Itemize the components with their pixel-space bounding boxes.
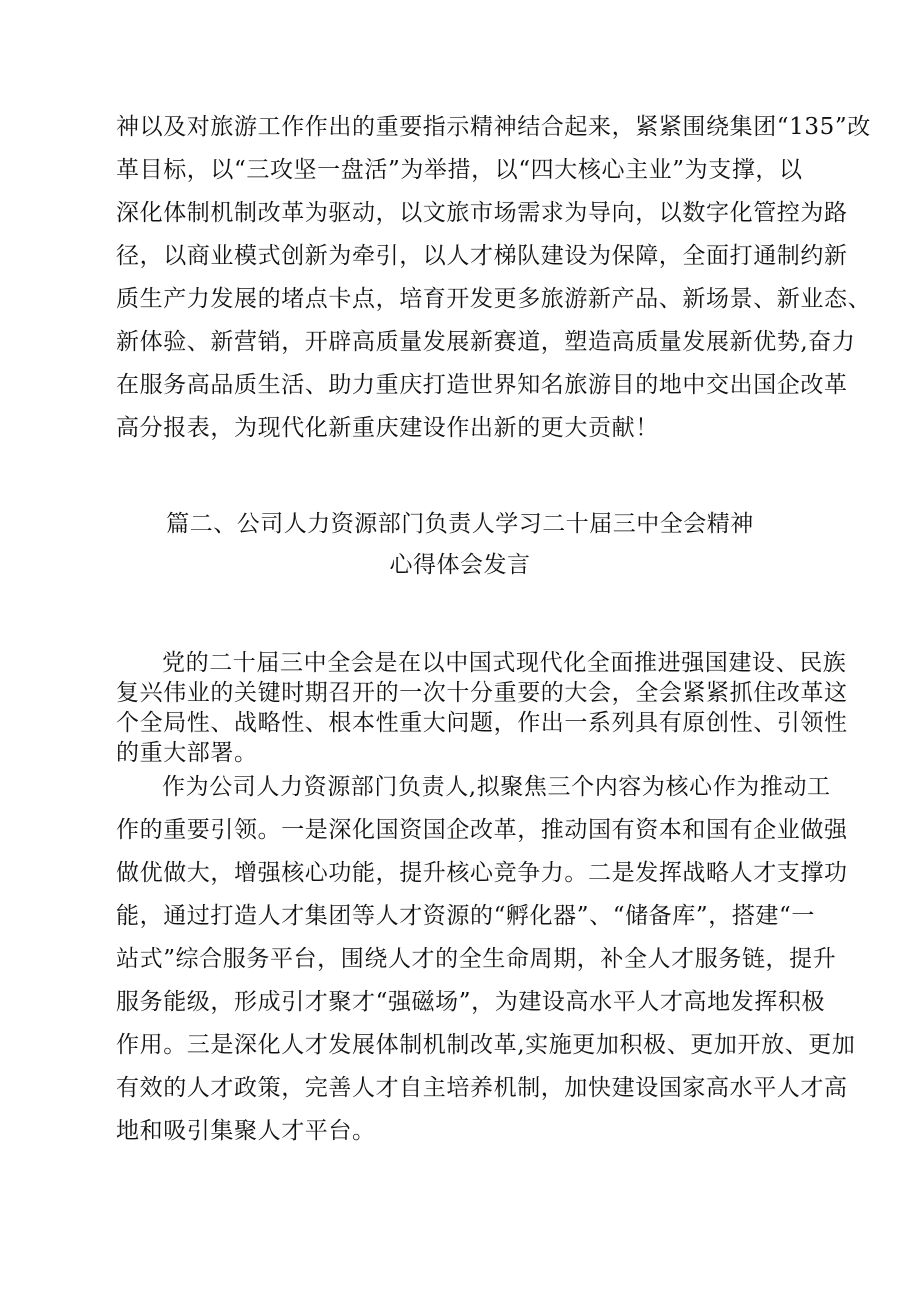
text-line: 站式”综合服务平台，围绕人才的全生命周期，补全人才服务链，提升 [116, 946, 837, 972]
text-line: 深化体制机制改革为驱动，以文旅市场需求为导向，以数字化管控为路 [116, 200, 848, 226]
section-title [0, 505, 920, 584]
text-line: 做优做大，增强核心功能，提升核心竞争力。二是发挥战略人才支撑功 [116, 860, 848, 886]
section-title-line-1: 篇二、公司人力资源部门负责人学习二十届三中全会精神 [166, 511, 754, 537]
text-line: 作的重要引领。一是深化国资国企改革，推动国有资本和国有企业做强 [116, 817, 848, 843]
paragraph-2 [116, 766, 856, 1153]
text-line: 服务能级，形成引才聚才“强磁场”，为建设高水平人才高地发挥积极 [116, 989, 826, 1015]
text-line: 党的二十届三中全会是在以中国式现代化全面推进强国建设、民族 [162, 650, 847, 676]
text-line: 高分报表，为现代化新重庆建设作出新的更大贡献！ [116, 415, 659, 441]
text-line: 神以及对旅游工作作出的重要指示精神结合起来，紧紧围绕集团“135”改 [116, 114, 871, 140]
paragraph-1 [116, 648, 848, 768]
text-line: 能，通过打造人才集团等人才资源的“孵化器”、“储备库”，搭建“一 [116, 903, 815, 929]
text-line: 复兴伟业的关键时期召开的一次十分重要的大会，全会紧紧抓住改革这 [116, 680, 848, 706]
text-line: 质生产力发展的堵点卡点，培育开发更多旅游新产品、新场景、新业态、 [116, 286, 872, 312]
text-line: 的重大部署。 [116, 740, 258, 766]
text-line: 新体验、新营销，开辟高质量发展新赛道，塑造高质量发展新优势,奋力 [116, 329, 856, 355]
text-line: 革目标，以“三攻坚一盘活”为举措，以“四大核心主业”为支撑，以 [116, 157, 803, 183]
text-line: 个全局性、战略性、根本性重大问题，作出一系列具有原创性、引领性 [116, 710, 848, 736]
text-line: 作为公司人力资源部门负责人,拟聚焦三个内容为核心作为推动工 [162, 774, 831, 800]
text-line: 地和吸引集聚人才平台。 [116, 1118, 376, 1144]
continuation-paragraph [116, 106, 872, 450]
text-line: 径，以商业模式创新为牵引，以人才梯队建设为保障，全面打通制约新 [116, 243, 848, 269]
section-title-line-2: 心得体会发言 [389, 552, 531, 578]
text-line: 有效的人才政策，完善人才自主培养机制，加快建设国家高水平人才高 [116, 1075, 848, 1101]
text-line: 在服务高品质生活、助力重庆打造世界知名旅游目的地中交出国企改革 [116, 372, 848, 398]
text-line: 作用。三是深化人才发展体制机制改革,实施更加积极、更加开放、更加 [116, 1032, 856, 1058]
